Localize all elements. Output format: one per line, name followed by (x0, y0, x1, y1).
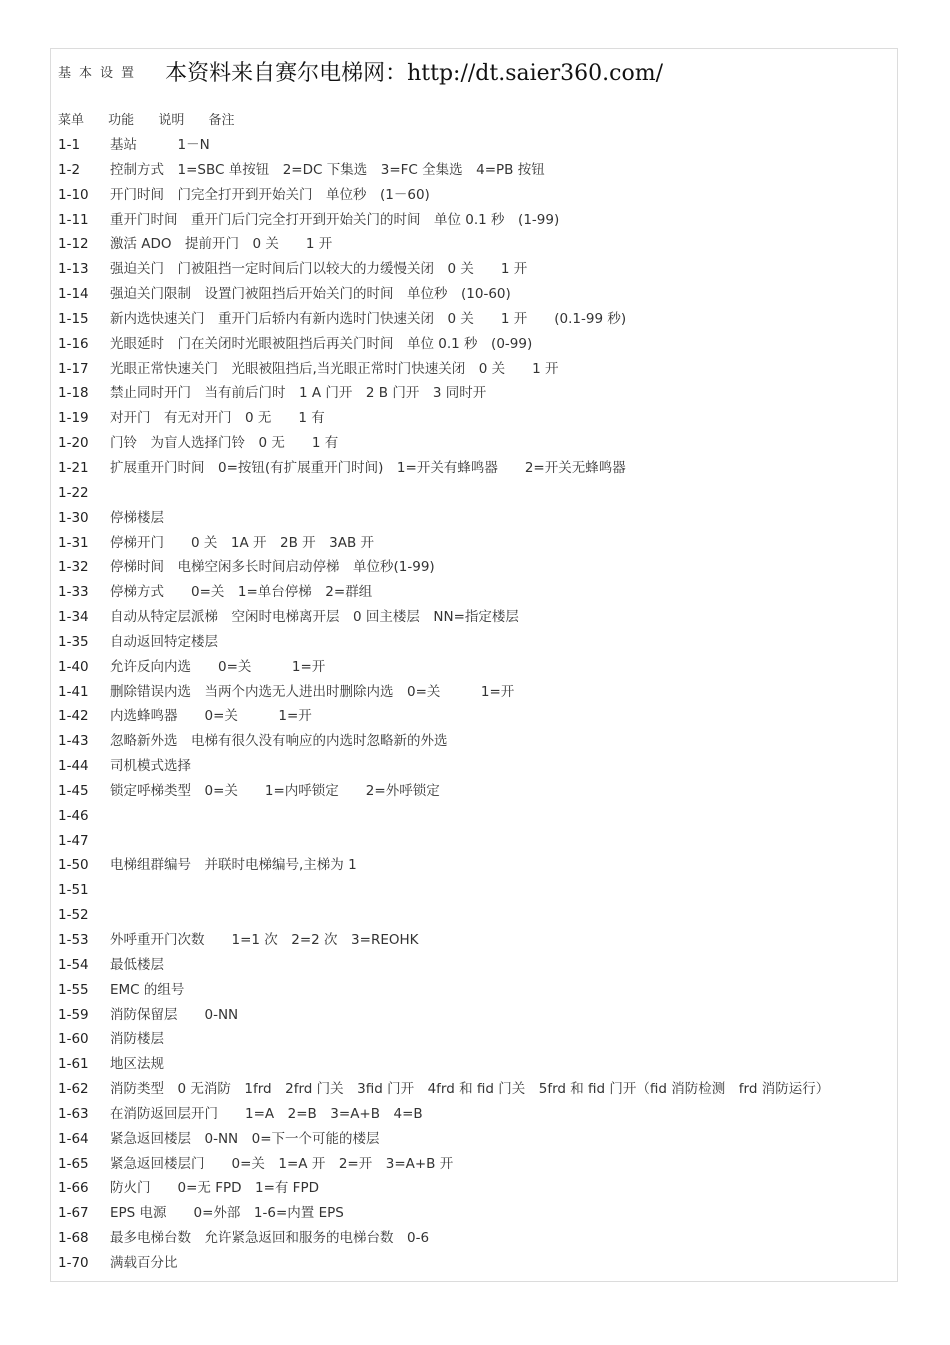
setting-row (58, 605, 888, 630)
setting-description: 强迫关门 门被阻挡一定时间后门以较大的力缓慢关闭 0 关 1 开 (110, 261, 528, 278)
source-note: 本资料来自赛尔电梯网：http://dt.saier360.com/ (165, 61, 663, 86)
setting-description: 紧急返回楼层 0-NN 0=下一个可能的楼层 (110, 1130, 380, 1147)
setting-description: 基站 1－N (110, 137, 210, 153)
setting-code: 1-32 (58, 559, 89, 576)
setting-description: 允许反向内选 0=关 1=开 (110, 658, 326, 675)
setting-description: 锁定呼梯类型 0=关 1=内呼锁定 2=外呼锁定 (110, 782, 440, 799)
setting-description: 激活 ADO 提前开门 0 关 1 开 (110, 236, 333, 253)
setting-code: 1-35 (58, 633, 89, 650)
setting-description: 紧急返回楼层门 0=关 1=A 开 2=开 3=A+B 开 (110, 1155, 454, 1172)
setting-row (58, 804, 888, 829)
setting-description: 防火门 0=无 FPD 1=有 FPD (110, 1180, 319, 1197)
setting-code: 1-14 (58, 286, 89, 303)
setting-row (58, 1027, 888, 1052)
setting-row (58, 481, 888, 506)
setting-row (58, 1003, 888, 1028)
setting-code: 1-51 (58, 882, 89, 899)
setting-row (58, 1052, 888, 1077)
column-header-description: 说明 (158, 113, 185, 128)
setting-row (58, 754, 888, 779)
setting-row (58, 580, 888, 605)
setting-row (58, 630, 888, 655)
setting-row (58, 431, 888, 456)
setting-row (58, 729, 888, 754)
setting-description: 消防类型 0 无消防 1frd 2frd 门关 3fid 门开 4frd 和 fid 门关 5frd 和 fid 门开（fid 消防检测 frd 消防运行） (110, 1081, 830, 1098)
setting-code: 1-60 (58, 1031, 89, 1048)
setting-row (58, 208, 888, 233)
setting-description: 电梯组群编号 并联时电梯编号,主梯为 1 (110, 857, 357, 874)
setting-description: 消防楼层 (110, 1031, 164, 1048)
setting-description: 强迫关门限制 设置门被阻挡后开始关门的时间 单位秒 (10-60) (110, 286, 511, 303)
setting-description: 光眼正常快速关门 光眼被阻挡后,当光眼正常时门快速关闭 0 关 1 开 (110, 360, 559, 377)
setting-row (58, 406, 888, 431)
setting-description: 停梯时间 电梯空闲多长时间启动停梯 单位秒(1-99) (110, 559, 435, 576)
setting-description: 停梯楼层 (110, 509, 164, 526)
setting-row (58, 1176, 888, 1201)
setting-code: 1-21 (58, 459, 89, 476)
setting-row (58, 531, 888, 556)
setting-description: 光眼延时 门在关闭时光眼被阻挡后再关门时间 单位 0.1 秒 (0-99) (110, 335, 533, 352)
setting-row (58, 928, 888, 953)
setting-code: 1-47 (58, 832, 89, 849)
setting-row (58, 978, 888, 1003)
setting-description: 满载百分比 (110, 1254, 178, 1271)
setting-description: 最多电梯台数 允许紧急返回和服务的电梯台数 0-6 (110, 1230, 430, 1247)
setting-code: 1-41 (58, 683, 89, 700)
setting-row (58, 555, 888, 580)
setting-code: 1-64 (58, 1130, 89, 1147)
setting-code: 1-12 (58, 236, 89, 253)
column-headers (58, 109, 254, 128)
setting-row (58, 704, 888, 729)
setting-row (58, 1251, 888, 1276)
setting-description: 禁止同时开门 当有前后门时 1 A 门开 2 B 门开 3 同时开 (110, 385, 487, 402)
setting-code: 1-19 (58, 410, 89, 427)
setting-description: 在消防返回层开门 1=A 2=B 3=A+B 4=B (110, 1105, 423, 1122)
setting-code: 1-30 (58, 509, 89, 526)
setting-code: 1-63 (58, 1105, 89, 1122)
setting-description: 开门时间 门完全打开到开始关门 单位秒 (1－60) (110, 186, 430, 203)
setting-code: 1-31 (58, 534, 89, 551)
setting-code: 1-18 (58, 385, 89, 402)
settings-list (58, 133, 888, 1276)
setting-code: 1-55 (58, 981, 89, 998)
setting-description: 内选蜂鸣器 0=关 1=开 (110, 708, 312, 725)
setting-description: EMC 的组号 (110, 981, 185, 998)
setting-row (58, 183, 888, 208)
setting-row (58, 381, 888, 406)
setting-code: 1-34 (58, 609, 89, 626)
setting-row (58, 903, 888, 928)
setting-code: 1-42 (58, 708, 89, 725)
setting-code: 1-44 (58, 758, 89, 775)
setting-code: 1-2 (58, 161, 81, 178)
setting-code: 1-17 (58, 360, 89, 377)
setting-row (58, 232, 888, 257)
setting-row (58, 829, 888, 854)
setting-code: 1-50 (58, 857, 89, 874)
setting-code: 1-1 (58, 137, 81, 153)
setting-row (58, 1226, 888, 1251)
setting-row (58, 506, 888, 531)
setting-code: 1-62 (58, 1081, 89, 1098)
setting-row (58, 158, 888, 183)
setting-description: 停梯方式 0=关 1=单台停梯 2=群组 (110, 584, 373, 601)
setting-row (58, 307, 888, 332)
setting-description: 新内选快速关门 重开门后轿内有新内选时门快速关闭 0 关 1 开 (0.1-99 秒) (110, 310, 627, 327)
column-header-function: 功能 (108, 113, 135, 128)
setting-code: 1-70 (58, 1254, 89, 1271)
setting-code: 1-61 (58, 1056, 89, 1073)
setting-row (58, 1201, 888, 1226)
setting-code: 1-67 (58, 1205, 89, 1222)
setting-row (58, 282, 888, 307)
setting-description: 最低楼层 (110, 956, 164, 973)
setting-code: 1-52 (58, 907, 89, 924)
setting-code: 1-40 (58, 658, 89, 675)
setting-description: EPS 电源 0=外部 1-6=内置 EPS (110, 1205, 344, 1222)
setting-row (58, 779, 888, 804)
column-header-menu: 菜单 (58, 113, 85, 128)
setting-row (58, 1077, 888, 1102)
setting-code: 1-22 (58, 484, 89, 501)
setting-code: 1-53 (58, 932, 89, 948)
setting-code: 1-13 (58, 261, 89, 278)
setting-description: 控制方式 1=SBC 单按钮 2=DC 下集选 3=FC 全集选 4=PB 按钮 (110, 161, 545, 178)
setting-code: 1-43 (58, 733, 89, 750)
setting-code: 1-59 (58, 1006, 89, 1023)
setting-code: 1-33 (58, 584, 89, 601)
setting-code: 1-11 (58, 211, 89, 228)
setting-description: 地区法规 (110, 1056, 164, 1073)
setting-row (58, 332, 888, 357)
setting-row (58, 133, 888, 158)
setting-code: 1-65 (58, 1155, 89, 1172)
setting-description: 消防保留层 0-NN (110, 1006, 239, 1023)
page-header (58, 56, 663, 88)
setting-description: 扩展重开门时间 0=按钮(有扩展重开门时间) 1=开关有蜂鸣器 2=开关无蜂鸣器 (110, 459, 626, 476)
setting-description: 对开门 有无对开门 0 无 1 有 (110, 410, 325, 427)
setting-row (58, 878, 888, 903)
section-title: 基本设置 (58, 66, 143, 81)
setting-code: 1-54 (58, 956, 89, 973)
setting-description: 自动从特定层派梯 空闲时电梯离开层 0 回主楼层 NN=指定楼层 (110, 609, 519, 626)
column-header-remarks: 备注 (208, 113, 235, 128)
setting-row (58, 853, 888, 878)
setting-code: 1-16 (58, 335, 89, 352)
setting-description: 忽略新外选 电梯有很久没有响应的内选时忽略新的外选 (110, 733, 448, 750)
setting-row (58, 1102, 888, 1127)
setting-description: 删除错误内选 当两个内选无人进出时删除内选 0=关 1=开 (110, 683, 515, 700)
setting-row (58, 257, 888, 282)
setting-description: 外呼重开门次数 1=1 次 2=2 次 3=REOHK (110, 932, 419, 948)
setting-row (58, 357, 888, 382)
setting-row (58, 1152, 888, 1177)
setting-description: 司机模式选择 (110, 758, 191, 775)
setting-code: 1-46 (58, 807, 89, 824)
setting-code: 1-66 (58, 1180, 89, 1197)
setting-code: 1-68 (58, 1230, 89, 1247)
setting-description: 重开门时间 重开门后门完全打开到开始关门的时间 单位 0.1 秒 (1-99) (110, 211, 560, 228)
setting-row (58, 655, 888, 680)
setting-row (58, 680, 888, 705)
setting-code: 1-10 (58, 186, 89, 203)
setting-code: 1-45 (58, 782, 89, 799)
setting-row (58, 1127, 888, 1152)
setting-description: 门铃 为盲人选择门铃 0 无 1 有 (110, 435, 339, 452)
setting-code: 1-20 (58, 435, 89, 452)
setting-row (58, 953, 888, 978)
setting-code: 1-15 (58, 310, 89, 327)
setting-row (58, 456, 888, 481)
setting-description: 自动返回特定楼层 (110, 633, 218, 650)
setting-description: 停梯开门 0 关 1A 开 2B 开 3AB 开 (110, 534, 375, 551)
